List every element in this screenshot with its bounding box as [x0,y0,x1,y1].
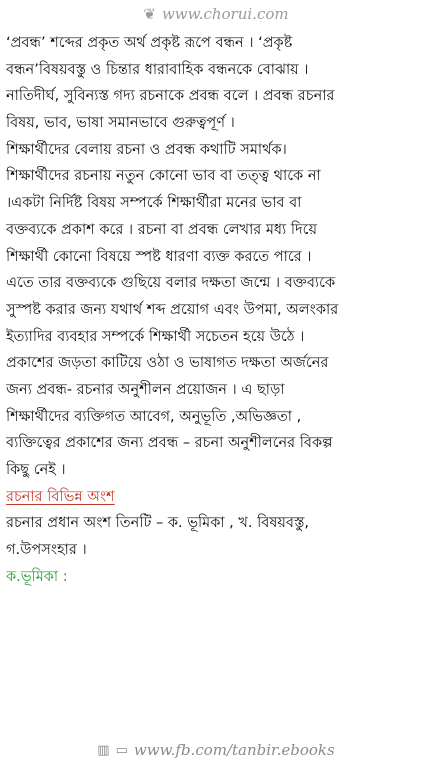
document-body [6,30,426,590]
footer-url: www.fb.com/tanbir.ebooks [133,741,335,759]
paragraph-line: জন্য প্রবন্ধ- রচনার অনুশীলন প্রয়োজন । এ ছাড়া [6,381,285,398]
paragraph-line: নাতিদীর্ঘ, সুবিন্যস্ত গদ্য রচনাকে প্রবন্ধ বলে । প্রবন্ধ রচনার [6,88,335,105]
section-heading: রচনার বিভিন্ন অংশ [6,488,115,505]
section-line: গ.উপসংহার । [6,542,87,559]
paragraph-line: শিক্ষার্থী কোনো বিষয়ে স্পষ্ট ধারণা ব্যক্ত করতে পারে । [6,248,312,265]
paragraph-line: বন্ধন’বিষয়বস্তু ও চিন্তার ধারাবাহিক বন্ধনকে বোঝায় । [6,61,309,78]
paragraph-line: ‘প্রবন্ধ’ শব্দের প্রকৃত অর্থ প্রকৃষ্ট রূপে বন্ধন । ‘প্রকৃষ্ট [6,35,293,51]
paragraph-line: বিষয়, ভাব, ভাষা সমানভাবে গুরুত্বপূর্ণ । [6,115,235,132]
paragraph-line: বক্তব্যকে প্রকাশ করে । রচনা বা প্রবন্ধ লেখার মধ্য দিয়ে [6,221,317,238]
paragraph-line: শিক্ষার্থীদের বেলায় রচনা ও প্রবন্ধ কথাটি সমার্থক। [6,141,287,158]
section-line: রচনার প্রধান অংশ তিনটি – ক. ভূমিকা , খ. বিষয়বস্তু, [6,515,309,532]
paragraph-line: শিক্ষার্থীদের রচনায় নতুন কোনো ভাব বা তত্ত্ব থাকে না [6,168,321,185]
paragraph-line: ব্যক্তিত্বের প্রকাশের জন্য প্রবন্ধ – রচনা অনুশীলনের বিকল্প [6,435,333,452]
site-header [0,2,432,26]
books-icon: ▥ [97,742,110,758]
paragraph-line: প্রকাশের জড়তা কাটিয়ে ওঠা ও ভাষাগত দক্ষতা অর্জনের [6,355,329,372]
open-book-icon: ▭ [115,742,128,758]
site-footer [0,738,432,762]
site-url: www.chorui.com [161,5,289,23]
paragraph-line: কিছু নেই । [6,462,66,478]
paragraph-line: এতে তার বক্তব্যকে গুছিয়ে বলার দক্ষতা জন্মে । বক্তব্যকে [6,275,336,292]
fish-icon: ❦ [143,5,156,23]
paragraph-line: সুস্পষ্ট করার জন্য যথার্থ শব্দ প্রয়োগ এবং উপমা, অলংকার [6,301,339,318]
paragraph-line: শিক্ষার্থীদের ব্যক্তিগত আবেগ, অনুভূতি ,অভিজ্ঞতা , [6,408,302,425]
paragraph-line: ইত্যাদির ব্যবহার সম্পর্কে শিক্ষার্থী সচেতন হয়ে উঠে । [6,328,305,345]
paragraph-line: ।একটা নির্দিষ্ট বিষয় সম্পর্কে শিক্ষার্থীরা মনের ভাব বা [6,195,302,212]
subheading: ক.ভূমিকা : [6,568,68,585]
